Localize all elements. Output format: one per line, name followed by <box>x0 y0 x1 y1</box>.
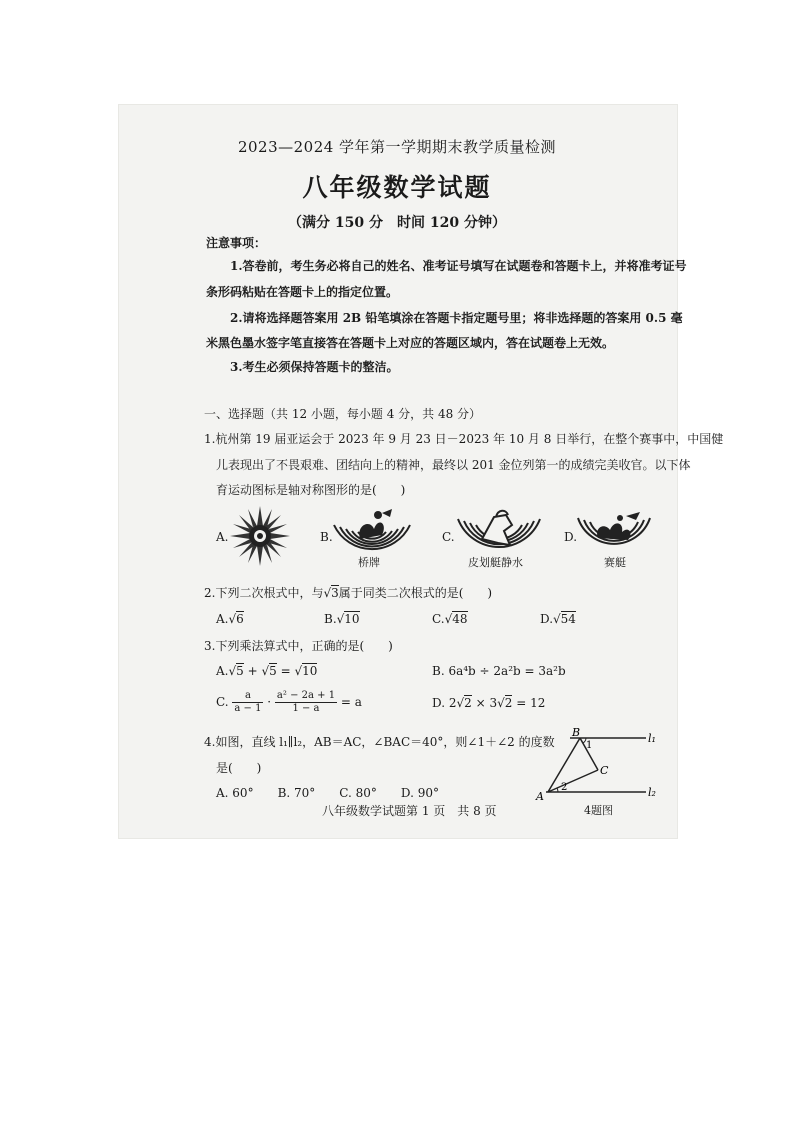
q1-option-b-label: B. <box>320 530 333 544</box>
sun-icon <box>230 506 290 566</box>
q3-option-a-label: A. <box>216 664 229 678</box>
sqrt-symbol: √ <box>497 696 505 710</box>
q3-c-f2-num: a² − 2a + 1 <box>276 690 336 701</box>
sqrt-symbol: √ <box>294 664 303 678</box>
q3-option-c <box>216 690 362 715</box>
q3-a-radicand-3: 10 <box>302 664 318 678</box>
q3-a-equals: = <box>276 664 295 678</box>
sqrt-symbol: √ <box>261 664 270 678</box>
label-l2: l₂ <box>648 786 656 799</box>
q1-caption-rowing: 赛艇 <box>604 556 626 569</box>
q1-caption-canoe: 皮划艇静水 <box>468 556 523 569</box>
note-2-line-1: 2.请将选择题答案用 2B 铅笔填涂在答题卡指定题号里；将非选择题的答案用 0.5 毫 <box>230 311 683 325</box>
q2-option-b-label: B. <box>324 612 337 626</box>
q1-line-1: 1.杭州第 19 届亚运会于 2023 年 9 月 23 日－2023 年 10 月 8 日举行，在整个赛事中，中国健 <box>204 432 724 446</box>
q3-d-radicand-2: 2 <box>504 696 513 710</box>
q3-a-radicand-1: 5 <box>236 664 244 678</box>
sqrt-symbol: √ <box>228 612 237 626</box>
q3-a-radicand-2: 5 <box>269 664 277 678</box>
q1-option-d-label: D. <box>564 530 578 544</box>
note-2-line-2: 米黑色墨水签字笔直接答在答题卡上对应的答题区域内，答在试题卷上无效。 <box>206 336 615 350</box>
exam-subtitle: （满分 150 分 时间 120 分钟） <box>288 215 506 231</box>
page-footer: 八年级数学试题第 1 页 共 8 页 <box>322 804 497 818</box>
segment-ac <box>548 770 598 792</box>
canoe-sprint-icon <box>456 505 542 555</box>
sqrt-symbol: √ <box>228 664 237 678</box>
q2-option-d-label: D. <box>540 612 554 626</box>
q3-c-equals: = a <box>337 695 362 709</box>
sqrt-symbol: √ <box>553 612 561 626</box>
sqrt-symbol: √ <box>336 612 345 626</box>
q1-caption-bridge: 桥牌 <box>358 556 380 569</box>
q3-c-fraction-1 <box>232 690 263 715</box>
notes-heading: 注意事项： <box>206 236 267 250</box>
q2-option-a-label: A. <box>216 612 229 626</box>
q3-c-f1-den: a − 1 <box>234 703 262 714</box>
q2-option-b-radicand: 10 <box>344 612 360 626</box>
q4-options: A. 60° B. 70° C. 80° D. 90° <box>216 786 440 800</box>
q3-a-plus: + <box>243 664 262 678</box>
q3-option-c-label: C. <box>216 695 229 709</box>
sqrt-symbol: √ <box>323 586 332 600</box>
label-b: B <box>572 726 581 739</box>
q2-option-b <box>324 612 360 626</box>
q3-stem: 3.下列乘法算式中，正确的是( ) <box>204 639 393 653</box>
q3-d-equals: = 12 <box>512 696 546 710</box>
label-c: C <box>600 764 609 777</box>
note-3: 3.考生必须保持答题卡的整洁。 <box>230 360 399 374</box>
label-angle-1: 1 <box>586 740 593 751</box>
sqrt-symbol: √ <box>456 696 465 710</box>
q1-line-3: 育运动图标是轴对称图形的是( ) <box>216 483 406 497</box>
q1-option-c-label: C. <box>442 530 455 544</box>
q2-stem-pre: 2.下列二次根式中，与 <box>204 586 324 600</box>
q3-option-a <box>216 664 317 678</box>
q3-option-b: B. 6a⁴b ÷ 2a²b = 3a²b <box>432 664 566 678</box>
q4-line-1: 4.如图，直线 l₁∥l₂，AB＝AC，∠BAC＝40°，则∠1＋∠2 的度数 <box>204 735 555 749</box>
label-angle-2: 2 <box>561 782 568 793</box>
note-1-line-1: 1.答卷前，考生务必将自己的姓名、准考证号填写在试题卷和答题卡上，并将准考证号 <box>230 259 687 273</box>
sqrt-symbol: √ <box>444 612 453 626</box>
q3-option-d-label: D. 2 <box>432 696 457 710</box>
q3-c-dot: · <box>263 695 275 709</box>
exam-period: 2023—2024 学年第一学期期末教学质量检测 <box>237 138 557 156</box>
q4-geometry-figure <box>534 726 664 802</box>
q4-line-2: 是( ) <box>216 761 262 775</box>
section-1-heading: 一、选择题（共 12 小题，每小题 4 分，共 48 分） <box>204 407 482 421</box>
note-1-line-2: 条形码粘贴在答题卡上的指定位置。 <box>206 285 399 299</box>
q2-stem <box>204 584 492 601</box>
q2-option-c-radicand: 48 <box>452 612 468 626</box>
q2-option-d-radicand: 54 <box>560 612 576 626</box>
q2-option-a <box>216 612 244 626</box>
q4-figure-caption: 4题图 <box>584 804 613 817</box>
rowing-icon <box>576 508 652 554</box>
q1-option-a-label: A. <box>216 530 229 544</box>
q2-stem-post: 属于同类二次根式的是( ) <box>338 586 493 600</box>
q1-line-2: 儿表现出了不畏艰难、团结向上的精神，最终以 201 金位列第一的成绩完美收官。以下体 <box>216 458 691 472</box>
q2-stem-radicand: 3 <box>331 586 339 600</box>
q3-option-d <box>432 696 545 710</box>
q3-c-fraction-2 <box>275 690 337 715</box>
q3-c-f1-num: a <box>232 690 263 703</box>
q3-d-radicand-1: 2 <box>464 696 472 710</box>
q2-option-d <box>540 612 576 626</box>
bridge-card-icon <box>330 505 414 555</box>
q3-d-times: × 3 <box>471 696 498 710</box>
q2-option-a-radicand: 6 <box>236 612 244 626</box>
label-a: A <box>536 790 544 802</box>
q3-c-f2-den: 1 − a <box>292 703 320 714</box>
q2-option-c <box>432 612 468 626</box>
label-l1: l₁ <box>648 732 656 745</box>
page-title: 八年级数学试题 <box>302 173 492 202</box>
q2-option-c-label: C. <box>432 612 445 626</box>
